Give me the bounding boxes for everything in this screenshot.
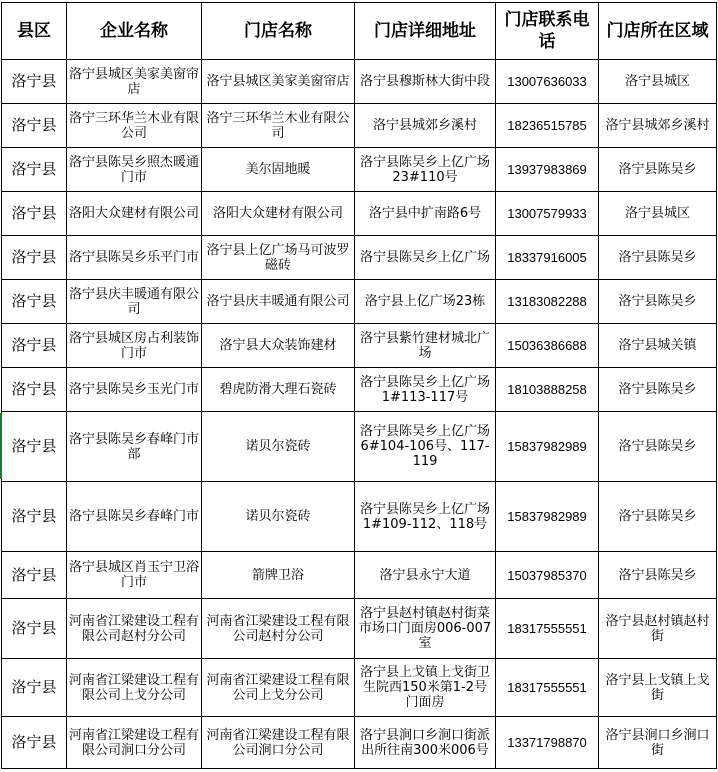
store-table <box>1 2 717 769</box>
cell-store-address: 洛宁县陈吴乡上亿广场1#113-117号 <box>355 368 496 412</box>
cell-store-area: 洛宁县城区 <box>599 192 717 236</box>
cell-county: 洛宁县 <box>2 324 67 368</box>
cell-store-phone: 15036386688 <box>496 324 599 368</box>
header-store-address: 门店详细地址 <box>355 3 496 60</box>
table-row <box>2 192 717 236</box>
cell-store-phone: 18317555551 <box>496 659 599 717</box>
header-county: 县区 <box>2 3 67 60</box>
table-row <box>2 552 717 599</box>
header-company-name: 企业名称 <box>67 3 202 60</box>
cell-store-address: 洛宁县赵村镇赵村街菜市场口门面房006-007室 <box>355 599 496 659</box>
table-row <box>2 60 717 104</box>
cell-store-area: 洛宁县城郊乡溪村 <box>599 104 717 148</box>
cell-store-address: 洛宁县永宁大道 <box>355 552 496 599</box>
cell-store-name: 洛阳大众建材有限公司 <box>202 192 355 236</box>
cell-store-phone: 15837982989 <box>496 412 599 482</box>
table-row <box>2 104 717 148</box>
header-store-phone: 门店联系电话 <box>496 3 599 60</box>
table-row <box>2 368 717 412</box>
cell-county: 洛宁县 <box>2 659 67 717</box>
cell-store-phone: 13183082288 <box>496 280 599 324</box>
cell-company-name: 洛宁三环华兰木业有限公司 <box>67 104 202 148</box>
cell-store-name: 河南省江梁建设工程有限公司上戈分公司 <box>202 659 355 717</box>
cell-county: 洛宁县 <box>2 717 67 769</box>
cell-store-area: 洛宁县陈吴乡 <box>599 280 717 324</box>
cell-store-address: 洛宁县陈吴乡上亿广场1#109-112、118号 <box>355 482 496 552</box>
cell-store-address: 洛宁县中扩南路6号 <box>355 192 496 236</box>
cell-county: 洛宁县 <box>2 482 67 552</box>
cell-company-name: 洛宁县城区美家美窗帘店 <box>67 60 202 104</box>
cell-store-phone: 18236515785 <box>496 104 599 148</box>
cell-county: 洛宁县 <box>2 148 67 192</box>
cell-county: 洛宁县 <box>2 236 67 280</box>
cell-company-name: 洛宁县陈吴乡照杰暖通门市 <box>67 148 202 192</box>
selection-edge-accent <box>0 413 2 479</box>
table-row <box>2 324 717 368</box>
table-row <box>2 599 717 659</box>
table-row <box>2 659 717 717</box>
cell-store-name: 洛宁县大众装饰建材 <box>202 324 355 368</box>
cell-company-name: 洛阳大众建材有限公司 <box>67 192 202 236</box>
cell-store-area: 洛宁县陈吴乡 <box>599 236 717 280</box>
cell-store-name: 诺贝尔瓷砖 <box>202 482 355 552</box>
cell-company-name: 洛宁县陈吴乡乐平门市 <box>67 236 202 280</box>
cell-store-phone: 18317555551 <box>496 599 599 659</box>
cell-store-area: 洛宁县城关镇 <box>599 324 717 368</box>
cell-store-phone: 13371798870 <box>496 717 599 769</box>
cell-store-address: 洛宁县穆斯林大街中段 <box>355 60 496 104</box>
cell-county: 洛宁县 <box>2 192 67 236</box>
cell-store-address: 洛宁县陈吴乡上亿广场 <box>355 236 496 280</box>
cell-county: 洛宁县 <box>2 412 67 482</box>
cell-county: 洛宁县 <box>2 599 67 659</box>
cell-company-name: 河南省江梁建设工程有限公司涧口分公司 <box>67 717 202 769</box>
cell-store-name: 洛宁县上亿广场马可波罗磁砖 <box>202 236 355 280</box>
cell-store-name: 美尔固地暖 <box>202 148 355 192</box>
cell-store-name: 箭牌卫浴 <box>202 552 355 599</box>
cell-store-phone: 13937983869 <box>496 148 599 192</box>
cell-county: 洛宁县 <box>2 280 67 324</box>
cell-county: 洛宁县 <box>2 368 67 412</box>
cell-store-address: 洛宁县城郊乡溪村 <box>355 104 496 148</box>
cell-store-area: 洛宁县陈吴乡 <box>599 412 717 482</box>
cell-store-address: 洛宁县陈吴乡上亿广场6#104-106号、117-119 <box>355 412 496 482</box>
cell-store-area: 洛宁县上戈镇上戈街 <box>599 659 717 717</box>
cell-store-address: 洛宁县紫竹建材城北广场 <box>355 324 496 368</box>
table-row <box>2 717 717 769</box>
cell-county: 洛宁县 <box>2 60 67 104</box>
cell-store-address: 洛宁县涧口乡涧口街派出所往南300米006号 <box>355 717 496 769</box>
cell-store-phone: 18103888258 <box>496 368 599 412</box>
cell-county: 洛宁县 <box>2 104 67 148</box>
cell-store-name: 洛宁县庆丰暖通有限公司 <box>202 280 355 324</box>
cell-company-name: 河南省江梁建设工程有限公司赵村分公司 <box>67 599 202 659</box>
cell-store-name: 碧虎防滑大理石瓷砖 <box>202 368 355 412</box>
table-row <box>2 280 717 324</box>
cell-store-phone: 15037985370 <box>496 552 599 599</box>
store-table-sheet <box>1 2 717 769</box>
cell-company-name: 洛宁县庆丰暖通有限公司 <box>67 280 202 324</box>
cell-store-name: 洛宁三环华兰木业有限公司 <box>202 104 355 148</box>
cell-company-name: 洛宁县陈吴乡春峰门市部 <box>67 412 202 482</box>
cell-store-area: 洛宁县陈吴乡 <box>599 148 717 192</box>
cell-store-name: 河南省江梁建设工程有限公司涧口分公司 <box>202 717 355 769</box>
cell-company-name: 洛宁县城区房占利装饰门市 <box>67 324 202 368</box>
cell-store-phone: 18337916005 <box>496 236 599 280</box>
table-row <box>2 412 717 482</box>
cell-store-area: 洛宁县城区 <box>599 60 717 104</box>
cell-store-area: 洛宁县陈吴乡 <box>599 552 717 599</box>
cell-company-name: 洛宁县陈吴乡春峰门市 <box>67 482 202 552</box>
cell-company-name: 河南省江梁建设工程有限公司上戈分公司 <box>67 659 202 717</box>
cell-store-area: 洛宁县赵村镇赵村街 <box>599 599 717 659</box>
table-row <box>2 148 717 192</box>
cell-store-address: 洛宁县陈吴乡上亿广场23#110号 <box>355 148 496 192</box>
cell-store-name: 河南省江梁建设工程有限公司赵村分公司 <box>202 599 355 659</box>
table-row <box>2 236 717 280</box>
cell-company-name: 洛宁县城区肖玉宁卫浴门市 <box>67 552 202 599</box>
cell-store-name: 诺贝尔瓷砖 <box>202 412 355 482</box>
cell-store-address: 洛宁县上亿广场23栋 <box>355 280 496 324</box>
cell-store-phone: 13007636033 <box>496 60 599 104</box>
cell-store-name: 洛宁县城区美家美窗帘店 <box>202 60 355 104</box>
cell-store-area: 洛宁县陈吴乡 <box>599 368 717 412</box>
cell-county: 洛宁县 <box>2 552 67 599</box>
table-row <box>2 482 717 552</box>
cell-company-name: 洛宁县陈吴乡玉光门市 <box>67 368 202 412</box>
cell-store-area: 洛宁县陈吴乡 <box>599 482 717 552</box>
header-store-name: 门店名称 <box>202 3 355 60</box>
header-store-area: 门店所在区域 <box>599 3 717 60</box>
cell-store-phone: 15837982989 <box>496 482 599 552</box>
header-row <box>2 3 717 60</box>
cell-store-area: 洛宁县涧口乡涧口街 <box>599 717 717 769</box>
cell-store-address: 洛宁县上戈镇上戈街卫生院西150米第1-2号门面房 <box>355 659 496 717</box>
cell-store-phone: 13007579933 <box>496 192 599 236</box>
